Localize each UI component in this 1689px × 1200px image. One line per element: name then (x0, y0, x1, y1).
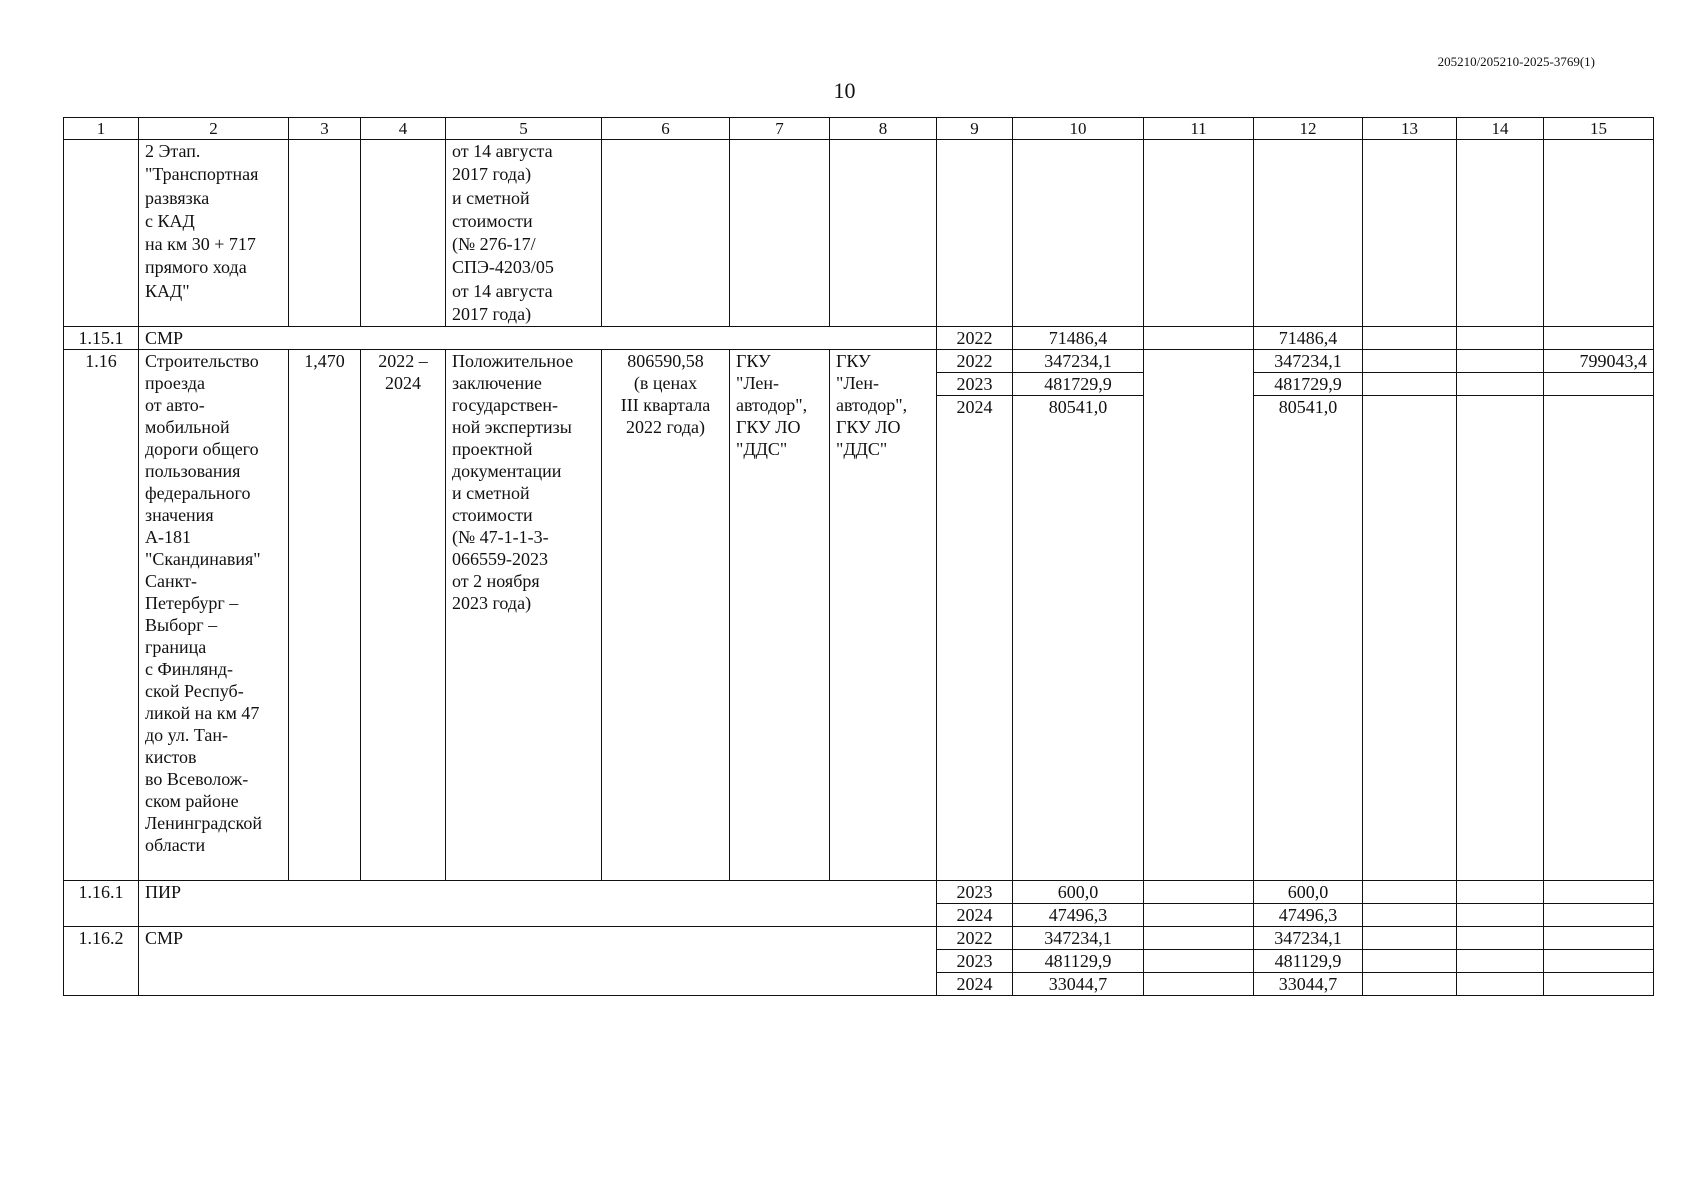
customer-cell: ГКУ "Лен- автодор", ГКУ ЛО "ДДС" (730, 350, 830, 881)
amount-cell: 47496,3 (1013, 904, 1144, 927)
header-cell: 3 (289, 118, 361, 140)
row-number: 1.16.2 (64, 927, 139, 996)
year-cell: 2024 (937, 396, 1013, 881)
page-number: 10 (833, 78, 856, 103)
table-row (64, 350, 1654, 373)
amount-cell: 481129,9 (1013, 950, 1144, 973)
work-type: ПИР (139, 881, 937, 927)
header-cell: 4 (361, 118, 446, 140)
year-cell: 2022 (937, 927, 1013, 950)
row-number: 1.15.1 (64, 327, 139, 350)
header-cell: 7 (730, 118, 830, 140)
amount-cell: 33044,7 (1254, 973, 1363, 996)
header-cell: 15 (1544, 118, 1654, 140)
header-cell: 12 (1254, 118, 1363, 140)
header-cell: 10 (1013, 118, 1144, 140)
table-row (64, 927, 1654, 950)
amount-cell: 347234,1 (1013, 350, 1144, 373)
header-cell: 8 (830, 118, 937, 140)
amount-cell: 481729,9 (1254, 373, 1363, 396)
table-row (64, 327, 1654, 350)
header-cell: 13 (1363, 118, 1457, 140)
amount-cell: 481129,9 (1254, 950, 1363, 973)
year-cell: 2024 (937, 973, 1013, 996)
amount-cell: 600,0 (1254, 881, 1363, 904)
object-name-cell: 2 Этап. "Транспортная развязка с КАД на км 30 + 717 прямого хода КАД" (139, 140, 289, 327)
header-cell: 14 (1457, 118, 1544, 140)
period-cell: 2022 – 2024 (361, 350, 446, 881)
amount-cell: 71486,4 (1013, 327, 1144, 350)
total-cost-cell: 799043,4 (1544, 350, 1654, 373)
document-id: 205210/205210-2025-3769(1) (1437, 54, 1595, 69)
amount-cell: 481729,9 (1013, 373, 1144, 396)
estimate-cell: 806590,58 (в ценах III квартала 2022 года) (602, 350, 730, 881)
row-number: 1.16.1 (64, 881, 139, 927)
header-cell: 2 (139, 118, 289, 140)
table-row (64, 881, 1654, 904)
amount-cell: 600,0 (1013, 881, 1144, 904)
header-cell: 11 (1144, 118, 1254, 140)
expertise-cell: Положительное заключение государствен- ной экспертизы проектной документации и сметной стоимости (№ 47-1-1-3- 066559-2023 от 2 ноября 2023 года) (446, 350, 602, 881)
year-cell: 2022 (937, 350, 1013, 373)
amount-cell: 347234,1 (1013, 927, 1144, 950)
year-cell: 2024 (937, 904, 1013, 927)
year-cell: 2023 (937, 881, 1013, 904)
expertise-cell: от 14 августа 2017 года) и сметной стоимости (№ 276-17/ СПЭ-4203/05 от 14 августа 2017 года) (446, 140, 602, 327)
table-row (64, 140, 1654, 327)
work-type: СМР (139, 327, 937, 350)
header-cell: 5 (446, 118, 602, 140)
financing-table (63, 117, 1654, 996)
header-cell: 1 (64, 118, 139, 140)
amount-cell: 347234,1 (1254, 350, 1363, 373)
year-cell: 2023 (937, 373, 1013, 396)
amount-cell: 47496,3 (1254, 904, 1363, 927)
work-type: СМР (139, 927, 937, 996)
header-cell: 9 (937, 118, 1013, 140)
amount-cell: 33044,7 (1013, 973, 1144, 996)
amount-cell: 80541,0 (1254, 396, 1363, 881)
row-number: 1.16 (64, 350, 139, 881)
amount-cell: 71486,4 (1254, 327, 1363, 350)
amount-cell: 80541,0 (1013, 396, 1144, 881)
header-row (64, 118, 1654, 140)
header-cell: 6 (602, 118, 730, 140)
year-cell: 2022 (937, 327, 1013, 350)
amount-cell: 347234,1 (1254, 927, 1363, 950)
object-name-cell: Строительство проезда от авто- мобильной дороги общего пользования федерального значения А-181 "Скандинавия" Санкт- Петербург – Выборг – граница с Финлянд- ской Респуб- ликой на км 47 до ул. Тан- кистов во Всеволож- ском районе Ленинградской области (139, 350, 289, 881)
year-cell: 2023 (937, 950, 1013, 973)
capacity-cell: 1,470 (289, 350, 361, 881)
developer-cell: ГКУ "Лен- автодор", ГКУ ЛО "ДДС" (830, 350, 937, 881)
